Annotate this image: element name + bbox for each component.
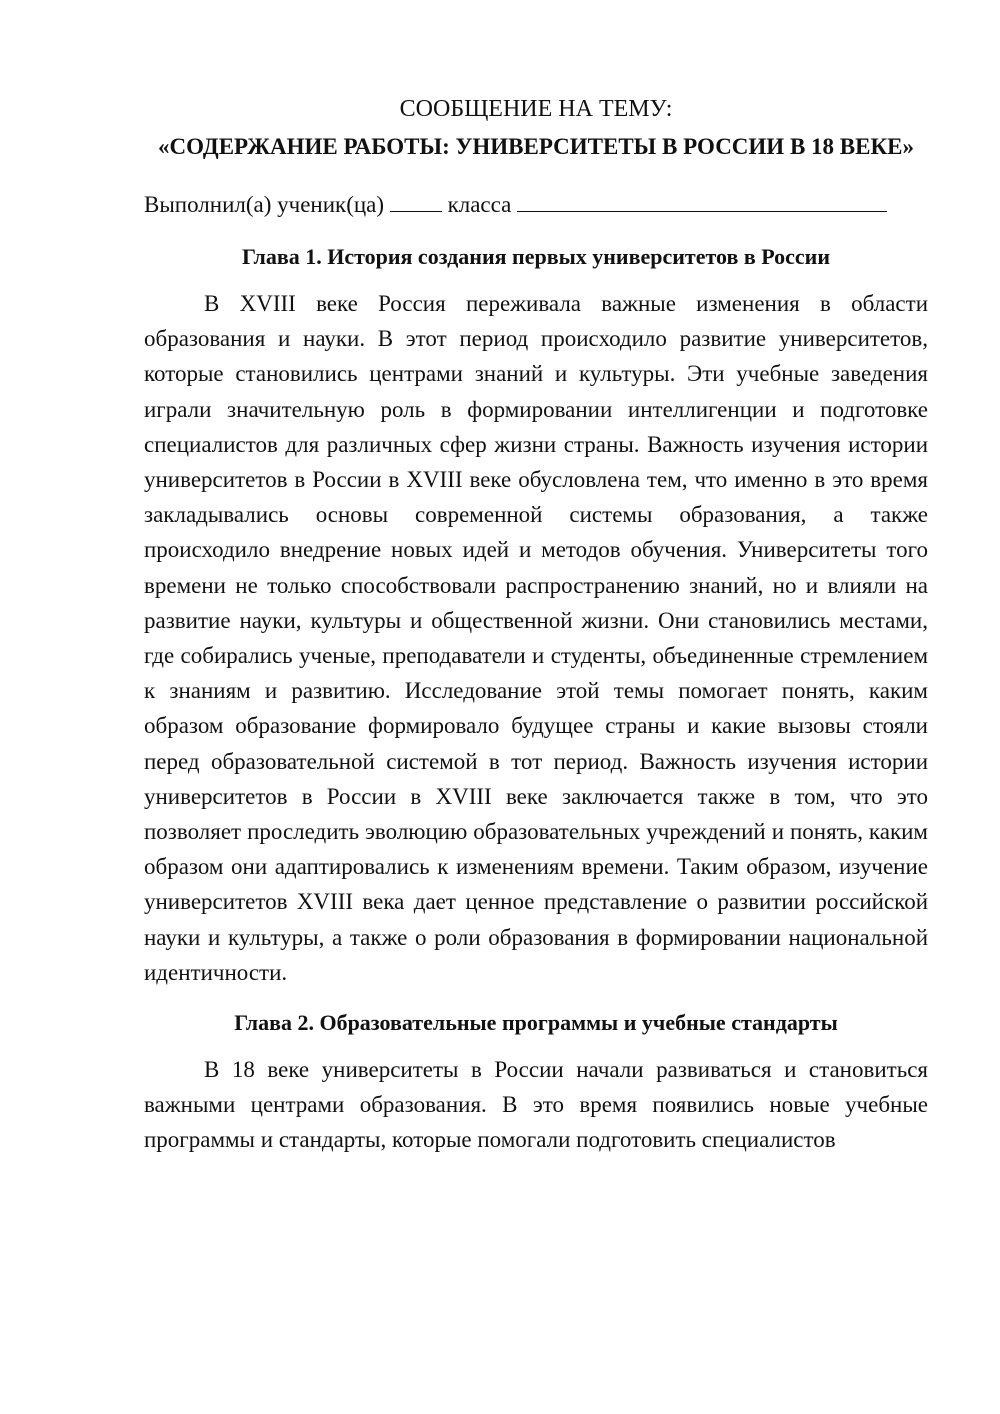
class-label: класса — [447, 192, 512, 217]
chapter-1-paragraph: В XVIII веке Россия переживала важные изменения в области образования и науки. В этот период происходило развитие университетов, которые становились центрами знаний и культуры. Эти учебные заведения играли значительную роль в формировании интеллигенции и подготовке специалистов для различных сфер жизни страны. Важность изучения истории университетов в России в XVIII веке обусловлена тем, что именно в это время закладывались основы современной системы образования, а также происходило внедрение новых идей и методов обучения. Университеты того времени не только способствовали распространению знаний, но и влияли на развитие науки, культуры и общественной жизни. Они становились местами, где собирались ученые, преподаватели и студенты, объединенные стремлением к знаниям и развитию. Исследование этой темы помогает понять, каким образом образование формировало будущее страны и какие вызовы стояли перед образовательной системой в тот период. Важность изучения истории университетов в России в XVIII веке заключается также в том, что это позволяет проследить эволюцию образовательных учреждений и понять, каким образом они адаптировались к изменениям времени. Таким образом, изучение университетов XVIII века дает ценное представление о развитии российской науки и культуры, а также о роли образования в формировании национальной идентичности. — [144, 291, 928, 985]
author-prefix: Выполнил(а) ученик(ца) — [144, 192, 385, 217]
chapter-2-paragraph: В 18 веке университеты в России начали развиваться и становиться важными центрами образования. В это время появились новые учебные программы и стандарты, которые помогали подготовить специалистов — [144, 1057, 928, 1153]
chapter-2-heading: Глава 2. Образовательные программы и учебные стандарты — [234, 1010, 838, 1036]
student-name-blank — [517, 189, 887, 212]
class-number-blank — [390, 189, 442, 212]
document-title: «СОДЕРЖАНИЕ РАБОТЫ: УНИВЕРСИТЕТЫ В РОССИИ В 18 ВЕКЕ» — [158, 134, 914, 159]
author-line — [144, 188, 928, 222]
document-header: СООБЩЕНИЕ НА ТЕМУ: — [399, 96, 673, 122]
chapter-1-heading: Глава 1. История создания первых университетов в России — [241, 244, 831, 269]
document-page — [144, 92, 928, 1158]
